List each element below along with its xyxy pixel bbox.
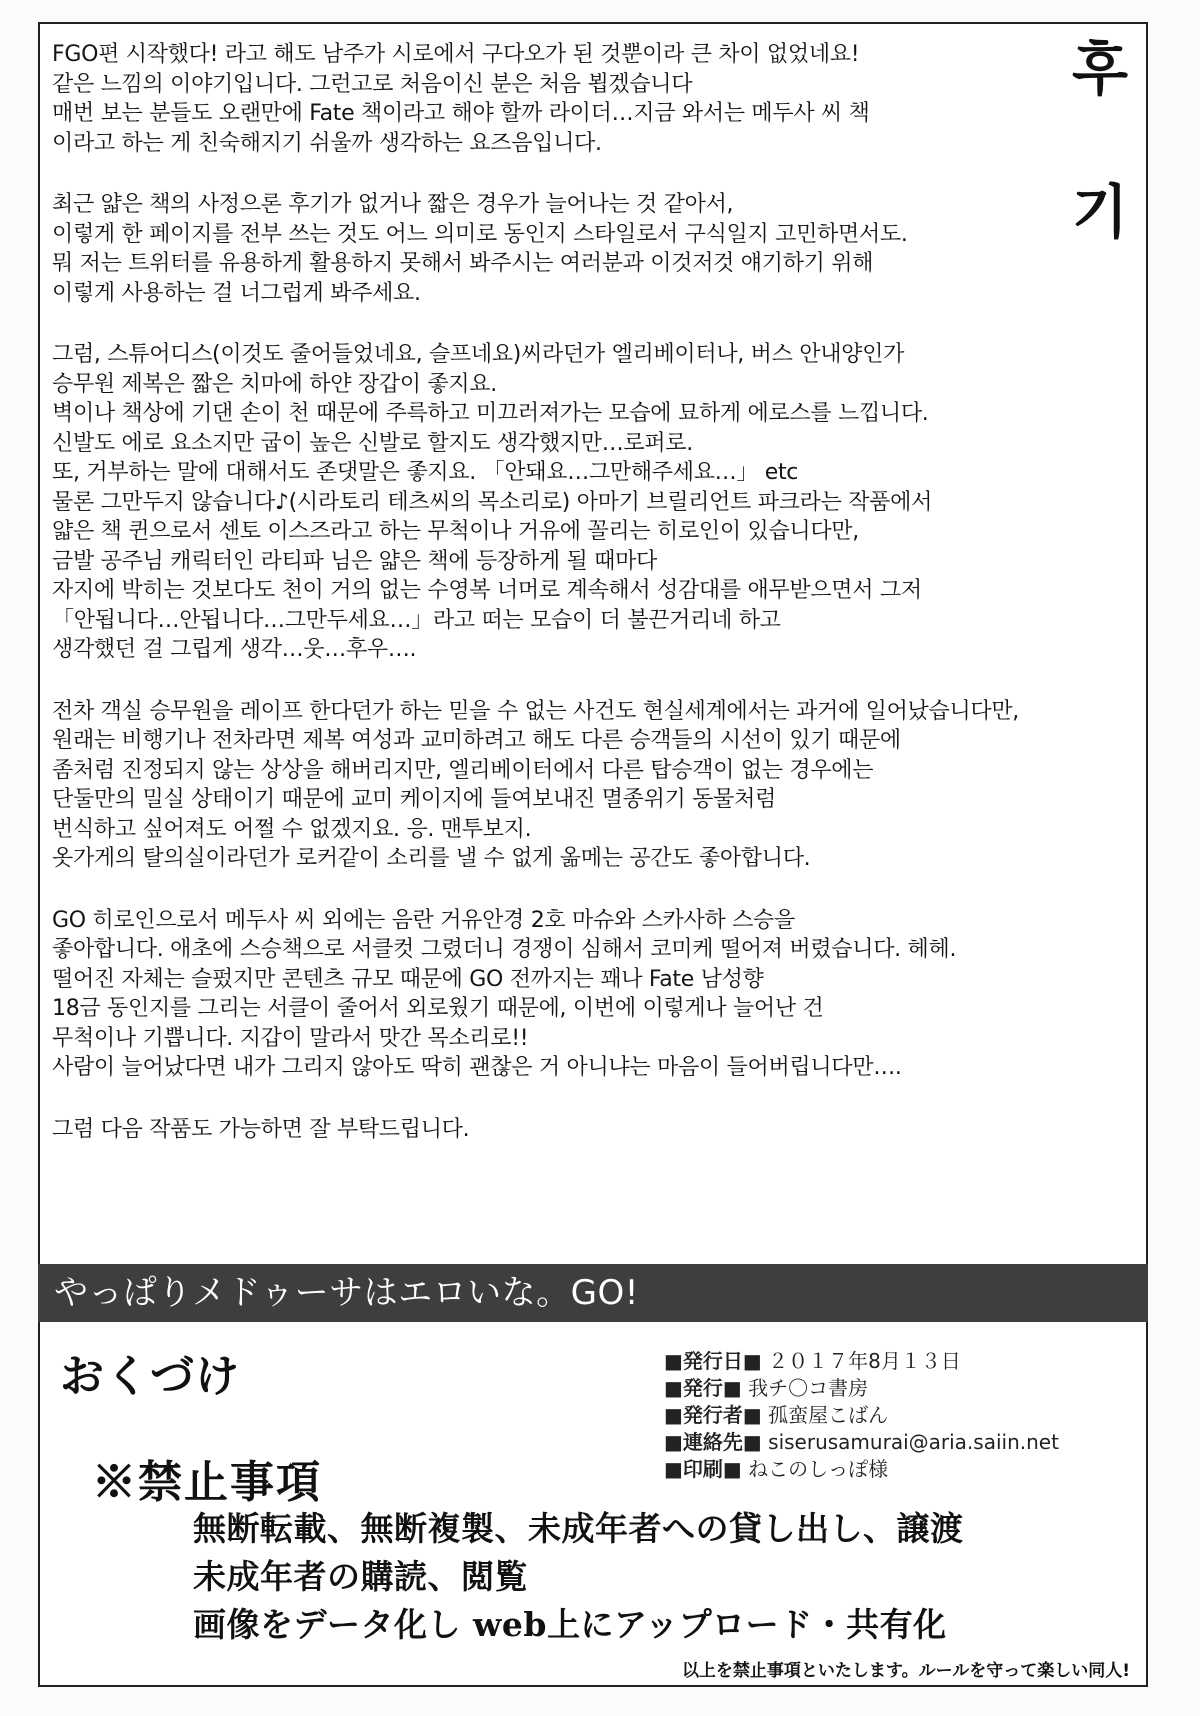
prohibitions-list — [193, 1505, 1093, 1649]
afterword-line: 뭐 저는 트위터를 유용하게 활용하지 못해서 봐주시는 여러분과 이것저것 얘기하기 위해 — [52, 251, 874, 276]
colophon-row — [664, 1375, 1104, 1402]
colophon-row-key: ■印刷■ — [664, 1457, 742, 1481]
colophon-row — [664, 1456, 1104, 1483]
colophon-row — [664, 1429, 1104, 1456]
afterword-line: 번식하고 싶어져도 어쩔 수 없겠지요. 응. 맨투보지. — [52, 816, 532, 842]
colophon-row-key: ■発行■ — [664, 1376, 742, 1400]
afterword-vertical-title — [1060, 35, 1140, 246]
afterword-paragraph — [52, 906, 1052, 1083]
colophon-heading: おくづけ — [60, 1351, 240, 1402]
prohibition-item: 未成年者の購読、閲覧 — [193, 1557, 528, 1596]
colophon-row — [664, 1348, 1104, 1375]
afterword-line: 최근 얇은 책의 사정으론 후기가 없거나 짧은 경우가 늘어나는 것 같아서, — [52, 192, 734, 217]
prohibition-item: 画像をデータ化し web上にアップロード・共有化 — [193, 1605, 947, 1644]
afterword-line: 단둘만의 밀실 상태이기 때문에 교미 케이지에 들여보내진 멸종위기 동물처럼 — [52, 787, 777, 812]
afterword-line: 이라고 하는 게 친숙해지기 쉬울까 생각하는 요즈음입니다. — [52, 130, 602, 156]
afterword-line: 얇은 책 퀸으로서 센토 이스즈라고 하는 무척이나 거유에 꼴리는 히로인이 있습니다만, — [52, 519, 859, 544]
afterword-line: 좋아합니다. 애초에 스승책으로 서클컷 그렸더니 경쟁이 심해서 코미케 떨어져 버렸습니다. 헤헤. — [52, 937, 957, 962]
afterword-line: 벽이나 책상에 기댄 손이 천 때문에 주륵하고 미끄러져가는 모습에 묘하게 에로스를 느낍니다. — [52, 401, 929, 426]
afterword-line: 사람이 늘어났다면 내가 그리지 않아도 딱히 괜찮은 거 아니냐는 마음이 들어버립니다만…. — [52, 1055, 902, 1080]
afterword-paragraph — [52, 190, 1052, 308]
afterword-line: 이렇게 사용하는 걸 너그럽게 봐주세요. — [52, 280, 421, 306]
afterword-line: 금발 공주님 캐릭터인 라티파 님은 얇은 책에 등장하게 될 때마다 — [52, 548, 657, 574]
afterword-line: 전차 객실 승무원을 레이프 한다던가 하는 믿을 수 없는 사건도 현실세계에서는 과거에 일어났습니다만, — [52, 698, 1019, 724]
colophon-row-value: 孤蛮屋こばん — [768, 1403, 889, 1427]
title-char-hu: 후 — [1071, 35, 1129, 103]
afterword-paragraph — [52, 1115, 1052, 1145]
colophon-row-key: ■連絡先■ — [664, 1430, 762, 1454]
colophon-row-value: 我チ〇コ書房 — [748, 1376, 869, 1400]
afterword-line: 원래는 비행기나 전차라면 제복 여성과 교미하려고 해도 다른 승객들의 시선이 있기 때문에 — [52, 728, 901, 753]
afterword-line: 승무원 제복은 짧은 치마에 하얀 장갑이 좋지요. — [52, 371, 497, 397]
afterword-line: 「안됩니다…안됩니다…그만두세요…」라고 떠는 모습이 더 불끈거리네 하고 — [52, 607, 781, 633]
colophon-row-value: ねこのしっぽ様 — [748, 1457, 889, 1481]
afterword-line: 그럼, 스튜어디스(이것도 줄어들었네요, 슬프네요)씨라던가 엘리베이터나, 버스 안내양인가 — [52, 342, 905, 367]
afterword-line: 매번 보는 분들도 오랜만에 Fate 책이라고 해야 할까 라이더…지금 와서는 메두사 씨 책 — [52, 101, 870, 126]
colophon-row-key: ■発行者■ — [664, 1403, 762, 1427]
afterword-paragraph — [52, 697, 1052, 874]
afterword-line: 생각했던 걸 그립게 생각…웃…후우…. — [52, 637, 417, 662]
afterword-paragraph — [52, 40, 1052, 158]
prohibitions-footer-note: 以上を禁止事項といたします。ルールを守って楽しい同人! — [681, 1661, 1130, 1681]
prohibitions-heading: ※禁止事項 — [92, 1457, 322, 1508]
afterword-line: 18금 동인지를 그리는 서클이 줄어서 외로웠기 때문에, 이번에 이렇게나 늘어난 건 — [52, 996, 824, 1021]
colophon-row-value: ２０１７年8月１３日 — [768, 1349, 961, 1373]
afterword-paragraph — [52, 340, 1052, 665]
afterword-line: GO 히로인으로서 메두사 씨 외에는 음란 거유안경 2호 마슈와 스카사하 스승을 — [52, 907, 795, 933]
afterword-line: 같은 느낌의 이야기입니다. 그런고로 처음이신 분은 처음 뵙겠습니다 — [52, 71, 693, 97]
colophon-info — [664, 1348, 1104, 1483]
afterword-line: 떨어진 자체는 슬펐지만 콘텐츠 규모 때문에 GO 전까지는 꽤나 Fate 남성향 — [52, 966, 764, 992]
afterword-line: 자지에 박히는 것보다도 천이 거의 없는 수영복 너머로 계속해서 성감대를 애무받으면서 그저 — [52, 578, 922, 603]
afterword-line: 옷가게의 탈의실이라던가 로커같이 소리를 낼 수 없게 옮메는 공간도 좋아합니다. — [52, 846, 811, 871]
afterword-line: 또, 거부하는 말에 대해서도 존댓말은 좋지요. 「안돼요…그만해주세요…」 etc — [52, 460, 799, 485]
title-char-gi: 기 — [1071, 178, 1129, 246]
prohibition-item: 無断転載、無断複製、未成年者への貸し出し、譲渡 — [193, 1509, 964, 1548]
afterword-body — [52, 40, 1052, 1176]
afterword-line: FGO편 시작했다! 라고 해도 남주가 시로에서 구다오가 된 것뿐이라 큰 차이 없었네요! — [52, 42, 860, 67]
afterword-line: 그럼 다음 작품도 가능하면 잘 부탁드립니다. — [52, 1116, 470, 1142]
colophon-row — [664, 1402, 1104, 1429]
colophon-row-key: ■発行日■ — [664, 1349, 762, 1373]
colophon-row-value: siserusamurai@aria.saiin.net — [768, 1430, 1059, 1454]
book-title-bar: やっぱりメドゥーサはエロいな。GO! — [38, 1264, 1148, 1322]
afterword-line: 무척이나 기쁩니다. 지갑이 말라서 맛간 목소리로!! — [52, 1025, 529, 1051]
afterword-line: 이렇게 한 페이지를 전부 쓰는 것도 어느 의미로 동인지 스타일로서 구식일지 고민하면서도. — [52, 221, 908, 247]
afterword-line: 좀처럼 진정되지 않는 상상을 해버리지만, 엘리베이터에서 다른 탑승객이 없는 경우에는 — [52, 757, 874, 783]
afterword-line: 물론 그만두지 않습니다♪(시라토리 테츠씨의 목소리로) 아마기 브릴리언트 파크라는 작품에서 — [52, 489, 933, 515]
afterword-line: 신발도 에로 요소지만 굽이 높은 신발로 할지도 생각했지만…로퍼로. — [52, 430, 693, 456]
